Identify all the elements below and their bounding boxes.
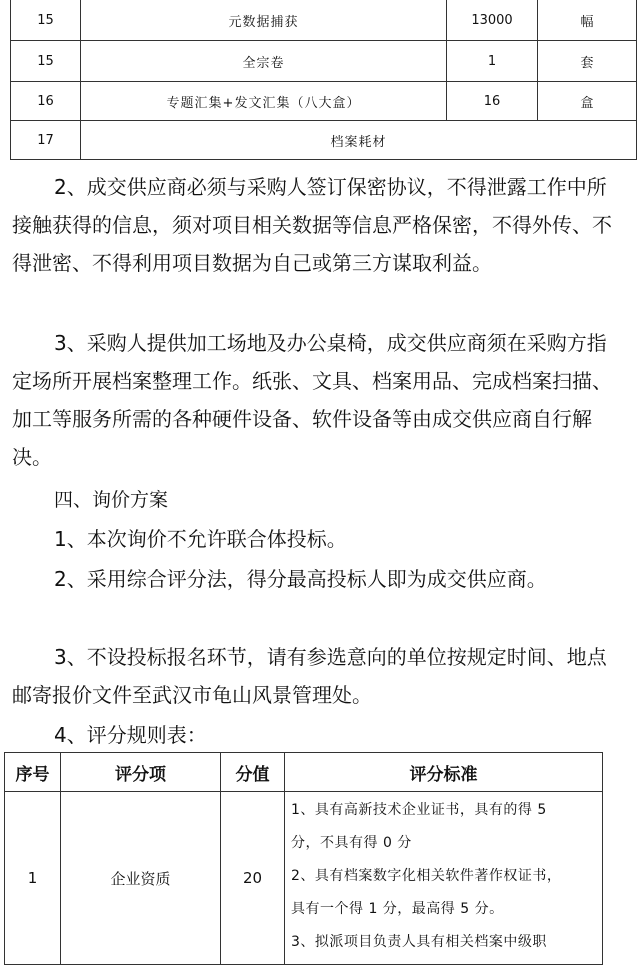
- row-quantity: 13000: [447, 0, 538, 41]
- paragraph-scoring-table-title: 4、评分规则表：: [54, 723, 207, 747]
- table-row: [11, 121, 637, 160]
- row-criteria: [285, 792, 603, 965]
- row-item: 全宗卷: [81, 41, 447, 82]
- paragraph-submission: 3、不设投标报名环节，请有参选意向的单位按规定时间、地点邮寄报价文件至武汉市龟山风景管理处。: [12, 645, 607, 707]
- criteria-line: 3、拟派项目负责人具有相关档案中级职: [291, 934, 547, 950]
- row-score: 20: [221, 792, 285, 965]
- row-unit: 幅: [538, 0, 637, 41]
- row-quantity: 16: [447, 82, 538, 121]
- row-number: 15: [11, 41, 81, 82]
- row-number: 17: [11, 121, 81, 160]
- paragraph-confidentiality: 2、成交供应商必须与采购人签订保密协议，不得泄露工作中所接触获得的信息，须对项目相关数据等信息严格保密，不得外传、不得泄密、不得利用项目数据为自己或第三方谋取利益。: [12, 175, 612, 275]
- table-row: [5, 792, 603, 965]
- section-heading: 四、询价方案: [54, 489, 169, 511]
- table-row: [11, 41, 637, 82]
- row-unit: 盒: [538, 82, 637, 121]
- scoring-table: [4, 752, 603, 965]
- header-score: 分值: [221, 753, 285, 792]
- row-number: 1: [5, 792, 61, 965]
- row-unit: 套: [538, 41, 637, 82]
- row-item: 专题汇集+发文汇集（八大盒）: [81, 82, 447, 121]
- criteria-line: 1、具有高新技术企业证书，具有的得 5: [291, 802, 547, 818]
- header-item: 评分项: [61, 753, 221, 792]
- row-item: 档案耗材: [81, 121, 637, 160]
- paragraph-scoring-method: 2、采用综合评分法，得分最高投标人即为成交供应商。: [54, 567, 547, 591]
- row-number: 15: [11, 0, 81, 41]
- criteria-line: 分，不具有得 0 分: [291, 835, 412, 851]
- criteria-line: 2、具有档案数字化相关软件著作权证书，: [291, 868, 562, 884]
- table-row: [11, 0, 637, 41]
- header-criteria: 评分标准: [285, 753, 603, 792]
- table-row: [11, 82, 637, 121]
- row-quantity: 1: [447, 41, 538, 82]
- row-item: 元数据捕获: [81, 0, 447, 41]
- criteria-line: 具有一个得 1 分，最高得 5 分。: [291, 901, 504, 917]
- header-number: 序号: [5, 753, 61, 792]
- paragraph-no-consortium: 1、本次询价不允许联合体投标。: [54, 527, 347, 551]
- row-item: 企业资质: [61, 792, 221, 965]
- items-table: [10, 0, 637, 160]
- table-header-row: [5, 753, 603, 792]
- paragraph-workplace: 3、采购人提供加工场地及办公桌椅，成交供应商须在采购方指定场所开展档案整理工作。纸张、文具、档案用品、完成档案扫描、加工等服务所需的各种硬件设备、软件设备等由成交供应商自行解决。: [12, 331, 612, 469]
- row-number: 16: [11, 82, 81, 121]
